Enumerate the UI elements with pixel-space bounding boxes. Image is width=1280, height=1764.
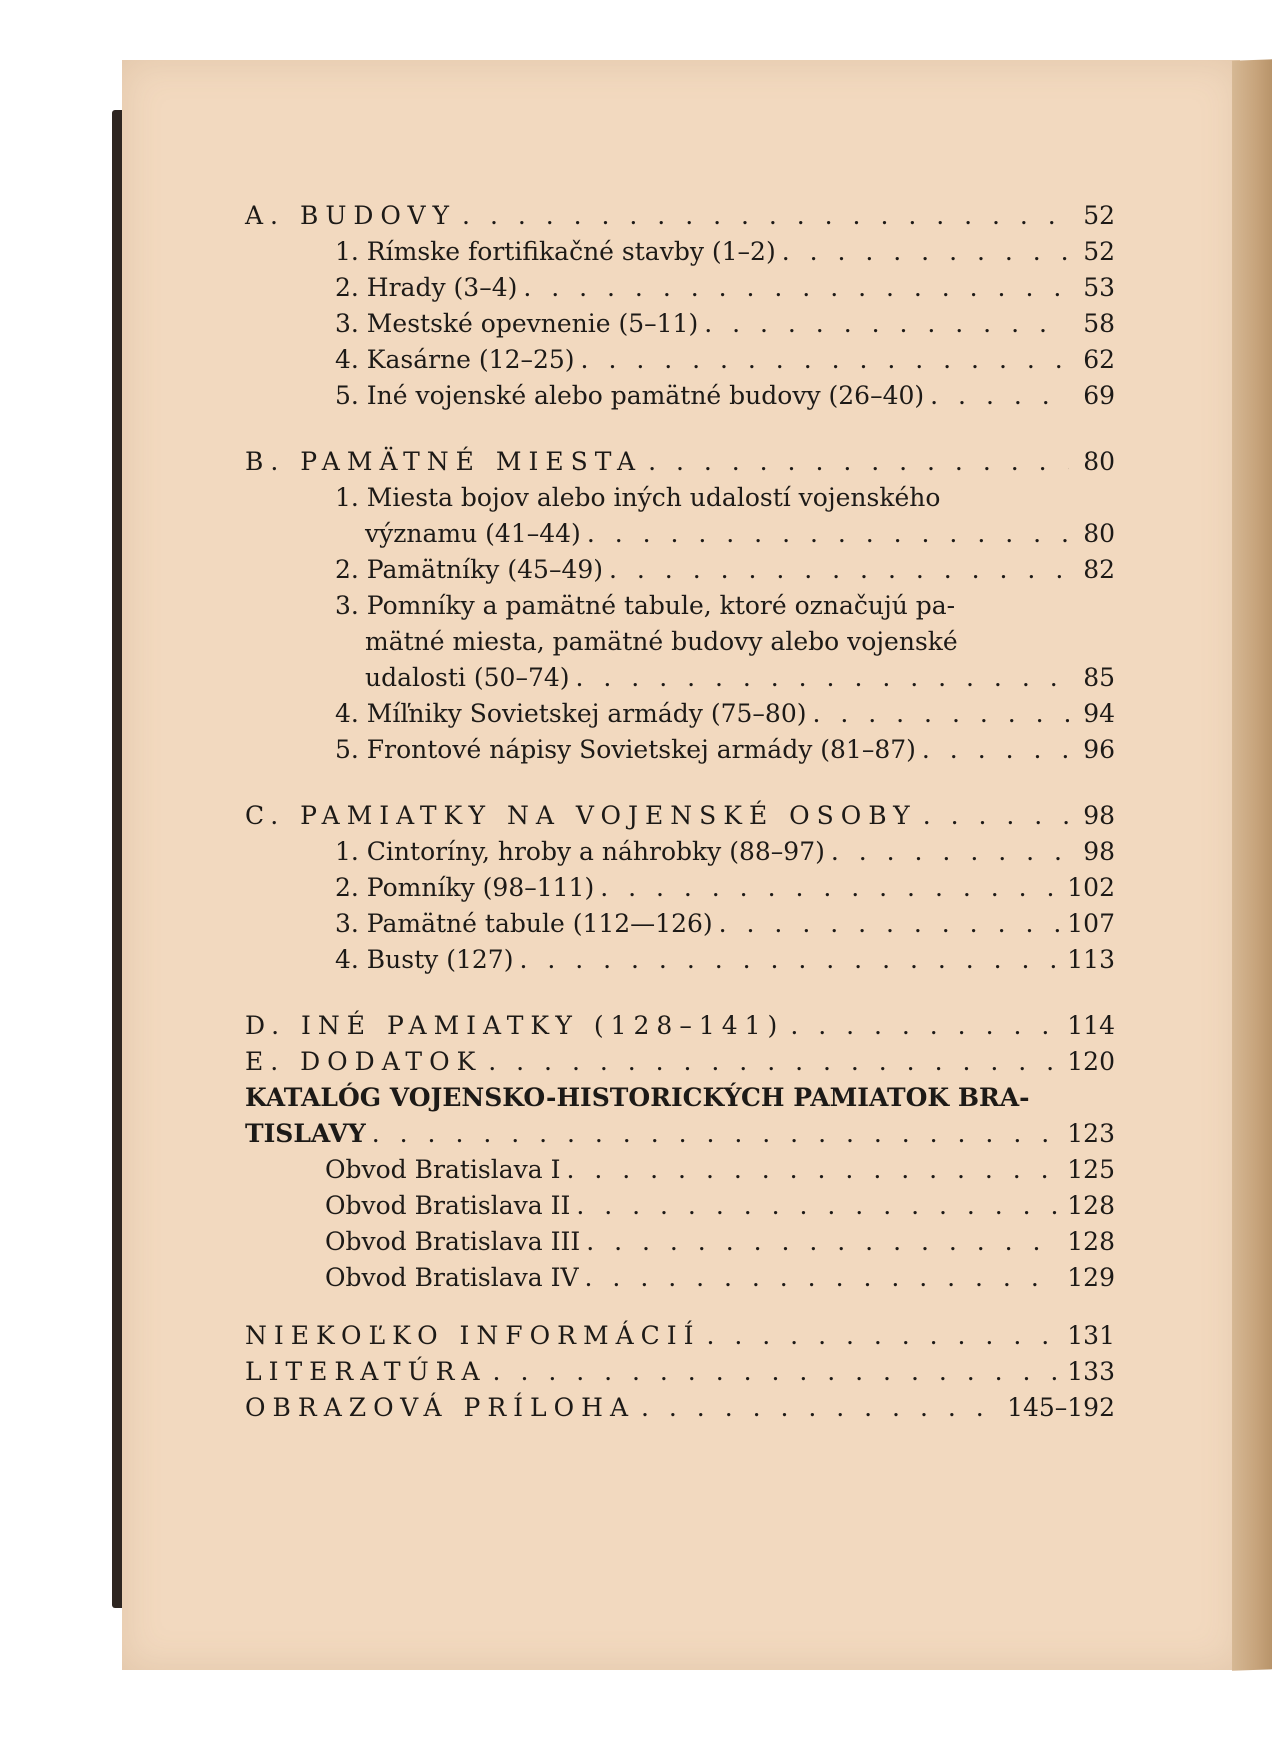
toc-entry-title: 3. Pamätné tabule (112—126) — [335, 909, 713, 938]
toc-entry-title: TISLAVY — [245, 1119, 366, 1148]
toc-item — [245, 696, 1115, 732]
toc-entry-title: 5. Frontové nápisy Sovietskej armády (81–87) — [335, 735, 916, 764]
leader-dots — [648, 444, 1069, 480]
toc-page-number: 53 — [1083, 273, 1115, 302]
toc-section-info — [245, 1318, 1115, 1354]
toc-item — [245, 732, 1115, 768]
leader-dots — [930, 378, 1069, 414]
leader-dots — [372, 1116, 1062, 1152]
toc-page-number: 114 — [1067, 1011, 1115, 1040]
toc-entry-title: 1. Miesta bojov alebo iných udalostí vojenského — [335, 483, 941, 512]
toc-entry-title: 4. Busty (127) — [335, 945, 514, 974]
leader-dots — [587, 516, 1069, 552]
toc-item-line — [245, 480, 1115, 516]
toc-entry-title: C. PAMIATKY NA VOJENSKÉ OSOBY — [245, 801, 917, 830]
toc-page-number: 85 — [1083, 663, 1115, 692]
toc-entry-title: udalosti (50–74) — [365, 663, 570, 692]
toc-item — [245, 906, 1115, 942]
toc-page-number: 131 — [1067, 1321, 1115, 1350]
leader-dots — [707, 1318, 1062, 1354]
toc-section-b — [245, 444, 1115, 480]
toc-section-obrazova-priloha — [245, 1390, 1115, 1426]
toc-section-a — [245, 198, 1115, 234]
toc-entry-title: D. INÉ PAMIATKY (128–141) — [245, 1011, 785, 1040]
toc-entry-title: B. PAMÄTNÉ MIESTA — [245, 447, 643, 476]
toc-page-number: 80 — [1083, 519, 1115, 548]
toc-page-number: 125 — [1067, 1155, 1115, 1184]
toc-item — [245, 1260, 1115, 1296]
toc-entry-title: 4. Míľniky Sovietskej armády (75–80) — [335, 699, 807, 728]
toc-entry-title: A. BUDOVY — [245, 201, 457, 230]
leader-dots — [576, 660, 1069, 696]
toc-item — [245, 1188, 1115, 1224]
toc-entry-title: 2. Hrady (3–4) — [335, 273, 518, 302]
toc-page-number: 52 — [1083, 201, 1115, 230]
toc-entry-title: 3. Mestské opevnenie (5–11) — [335, 309, 699, 338]
leader-dots — [600, 870, 1061, 906]
toc-section-e — [245, 1044, 1115, 1080]
toc-page-number: 128 — [1067, 1227, 1115, 1256]
toc-page-number: 133 — [1067, 1357, 1115, 1386]
toc-item — [245, 516, 1115, 552]
toc-entry-title: Obvod Bratislava II — [325, 1191, 571, 1220]
toc-item-line — [245, 588, 1115, 624]
toc-page-number: 96 — [1083, 735, 1115, 764]
toc-entry-title: E. DODATOK — [245, 1047, 483, 1076]
toc-item — [245, 660, 1115, 696]
toc-entry-title: KATALÓG VOJENSKO-HISTORICKÝCH PAMIATOK BRA- — [245, 1083, 1030, 1112]
toc-item — [245, 306, 1115, 342]
toc-entry-title: významu (41–44) — [365, 519, 581, 548]
leader-dots — [782, 234, 1069, 270]
leader-dots — [812, 696, 1069, 732]
leader-dots — [641, 1390, 1001, 1426]
table-of-contents — [245, 198, 1115, 1426]
toc-section-katalog — [245, 1080, 1115, 1116]
toc-entry-title: NIEKOĽKO INFORMÁCIÍ — [245, 1321, 701, 1350]
toc-section-c — [245, 798, 1115, 834]
toc-page-number: 145–192 — [1007, 1393, 1115, 1422]
toc-item-line — [245, 624, 1115, 660]
toc-section-katalog-cont — [245, 1116, 1115, 1152]
leader-dots — [566, 1152, 1061, 1188]
leader-dots — [609, 552, 1069, 588]
toc-page-number: 80 — [1083, 447, 1115, 476]
toc-page-number: 69 — [1083, 381, 1115, 410]
leader-dots — [576, 1188, 1061, 1224]
leader-dots — [719, 906, 1062, 942]
toc-entry-title: 2. Pamätníky (45–49) — [335, 555, 604, 584]
toc-page-number: 120 — [1067, 1047, 1115, 1076]
leader-dots — [922, 732, 1069, 768]
toc-page-number: 98 — [1083, 801, 1115, 830]
leader-dots — [585, 1260, 1062, 1296]
toc-page-number: 62 — [1083, 345, 1115, 374]
toc-entry-title: 1. Cintoríny, hroby a náhrobky (88–97) — [335, 837, 825, 866]
toc-page-number: 52 — [1083, 237, 1115, 266]
toc-entry-title: 2. Pomníky (98–111) — [335, 873, 595, 902]
toc-page-number: 94 — [1083, 699, 1115, 728]
toc-page-number: 102 — [1067, 873, 1115, 902]
toc-page-number: 82 — [1083, 555, 1115, 584]
leader-dots — [586, 1224, 1061, 1260]
leader-dots — [488, 1044, 1061, 1080]
toc-page-number: 128 — [1067, 1191, 1115, 1220]
leader-dots — [923, 798, 1069, 834]
leader-dots — [519, 942, 1061, 978]
toc-item — [245, 378, 1115, 414]
toc-item — [245, 1152, 1115, 1188]
leader-dots — [831, 834, 1069, 870]
leader-dots — [704, 306, 1069, 342]
leader-dots — [462, 198, 1069, 234]
toc-page-number: 98 — [1083, 837, 1115, 866]
toc-page-number: 58 — [1083, 309, 1115, 338]
page-edge — [1232, 59, 1272, 1670]
toc-section-literatura — [245, 1354, 1115, 1390]
leader-dots — [493, 1354, 1062, 1390]
toc-entry-title: Obvod Bratislava III — [325, 1227, 581, 1256]
toc-item — [245, 270, 1115, 306]
toc-entry-title: mätné miesta, pamätné budovy alebo vojenské — [365, 627, 958, 656]
toc-item — [245, 1224, 1115, 1260]
toc-entry-title: 1. Rímske fortifikačné stavby (1–2) — [335, 237, 776, 266]
toc-page-number: 129 — [1067, 1263, 1115, 1292]
toc-item — [245, 870, 1115, 906]
leader-dots — [790, 1008, 1061, 1044]
leader-dots — [581, 342, 1069, 378]
leader-dots — [523, 270, 1069, 306]
toc-item — [245, 342, 1115, 378]
toc-section-d — [245, 1008, 1115, 1044]
toc-item — [245, 834, 1115, 870]
toc-entry-title: 5. Iné vojenské alebo pamätné budovy (26–40) — [335, 381, 925, 410]
toc-entry-title: 3. Pomníky a pamätné tabule, ktoré označujú pa- — [335, 591, 956, 620]
toc-item — [245, 942, 1115, 978]
toc-entry-title: Obvod Bratislava IV — [325, 1263, 579, 1292]
toc-item — [245, 234, 1115, 270]
toc-item — [245, 552, 1115, 588]
toc-entry-title: 4. Kasárne (12–25) — [335, 345, 575, 374]
toc-entry-title: OBRAZOVÁ PRÍLOHA — [245, 1393, 636, 1422]
toc-entry-title: Obvod Bratislava I — [325, 1155, 561, 1184]
toc-page-number: 113 — [1067, 945, 1115, 974]
toc-entry-title: LITERATÚRA — [245, 1357, 487, 1386]
toc-page-number: 123 — [1067, 1119, 1115, 1148]
toc-page-number: 107 — [1067, 909, 1115, 938]
